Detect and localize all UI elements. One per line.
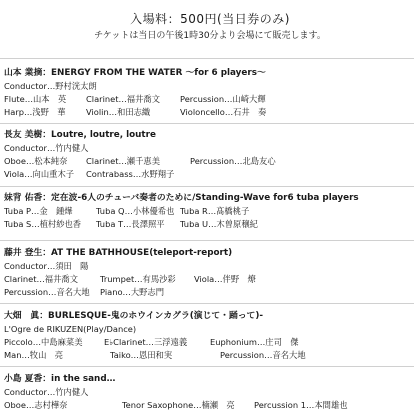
performer-line — [4, 218, 418, 231]
performer-credit: Viola…向山重木子 — [4, 169, 75, 179]
work-title: 妹背 佑香：定在波-6人のチューバ奏者のために/Standing-Wave for6 tuba players — [4, 193, 359, 203]
performer-credit: Tuba T…長澤照平 — [96, 219, 165, 229]
work-subtitle: L'Ogre de RIKUZEN(Play/Dance) — [4, 324, 137, 334]
performer-credit: Tenor Saxophone…楠瀬 亮 — [122, 400, 235, 410]
work-title: 藤井 登生：AT THE BATHHOUSE(teleport-report) — [4, 248, 233, 258]
performer-credit: Percussion 1…本間雄也 — [254, 400, 348, 410]
performer-line — [4, 260, 418, 273]
performer-credit: Viola…伴野 燎 — [194, 274, 256, 284]
performer-credit: Man…牧山 亮 — [4, 350, 63, 360]
performer-credit: Trumpet…有馬沙彩 — [100, 274, 176, 284]
performer-credit: Violoncello…石井 奏 — [180, 107, 267, 117]
performer-credit: Clarinet…福井喬文 — [86, 94, 160, 104]
performer-credit: Conductor…竹内健人 — [4, 143, 89, 153]
work-5 — [4, 309, 418, 362]
performer-line — [4, 399, 418, 412]
performer-credit: Taiko…恩田和実 — [110, 350, 173, 360]
divider — [0, 186, 414, 187]
performer-line — [4, 349, 418, 362]
performer-credit: Oboe…志村樺奈 — [4, 400, 68, 410]
performer-credit: Contrabass…水野翔子 — [86, 169, 175, 179]
performer-line — [4, 80, 418, 93]
performer-credit: Conductor…野村洸太朗 — [4, 81, 97, 91]
performer-credit: Tuba S…植村紗也香 — [4, 219, 82, 229]
performer-credit: Percussion…北島友心 — [190, 156, 276, 166]
divider — [0, 240, 414, 241]
performer-line — [4, 336, 418, 349]
divider — [0, 303, 414, 304]
performer-line — [4, 286, 418, 299]
performer-credit: Violin…和田志織 — [86, 107, 151, 117]
performer-line — [4, 93, 418, 106]
performer-credit: Percussion…山崎大輝 — [180, 94, 266, 104]
performer-credit: Conductor…須田 陽 — [4, 261, 89, 271]
work-4 — [4, 246, 418, 299]
performer-credit: Flute…山本 英 — [4, 94, 67, 104]
work-2 — [4, 128, 418, 181]
work-1 — [4, 66, 418, 119]
performer-line — [4, 168, 418, 181]
work-3 — [4, 191, 418, 231]
performer-credit: Tuba Q…小林優希也 — [96, 206, 175, 216]
work-title: 大畑 眞：BURLESQUE-鬼のホウインカグラ(演じて・踊って)- — [4, 311, 264, 321]
performer-credit: Piccolo…中島麻菜美 — [4, 337, 83, 347]
performer-credit: Piano…大野志門 — [100, 287, 165, 297]
performer-credit: Tuba P…金 鍾燁 — [4, 206, 73, 216]
work-6 — [4, 372, 418, 412]
work-title: 小島 夏香：in the sand… — [4, 374, 116, 384]
performer-credit: Conductor…竹内健人 — [4, 387, 89, 397]
performer-line — [4, 386, 418, 399]
performer-line — [4, 106, 418, 119]
performer-line — [4, 323, 418, 336]
performer-credit: Tuba R…髙橋桃子 — [180, 206, 250, 216]
work-title: 山本 業摘：ENERGY FROM THE WATER ～for 6 players～ — [4, 68, 266, 78]
performer-credit: Harp…浅野 華 — [4, 107, 66, 117]
performer-line — [4, 205, 418, 218]
performer-credit: Euphonium…庄司 傑 — [210, 337, 299, 347]
performer-line — [4, 142, 418, 155]
divider — [0, 58, 414, 59]
performer-credit: Percussion…音名大地 — [4, 287, 90, 297]
work-title: 長友 美樹：Loutre, loutre, loutre — [4, 130, 156, 140]
performer-credit: Clarinet…福井喬文 — [4, 274, 78, 284]
ticket-notice: チケットは当日の午後1時30分より会場にて販売します。 — [94, 31, 326, 41]
performer-credit: E♭Clarinet…三浮遠義 — [104, 337, 188, 347]
performer-credit: Oboe…松本純奈 — [4, 156, 68, 166]
divider — [0, 366, 414, 367]
performer-credit: Clarinet…瀬千恵美 — [86, 156, 160, 166]
performer-credit: Tuba U…木曽原穣紀 — [180, 219, 258, 229]
performer-line — [4, 155, 418, 168]
divider — [0, 123, 414, 124]
performer-credit: Percussion…音名大地 — [220, 350, 306, 360]
performer-line — [4, 273, 418, 286]
admission-price: 入場料：500円(当日券のみ) — [130, 12, 290, 26]
